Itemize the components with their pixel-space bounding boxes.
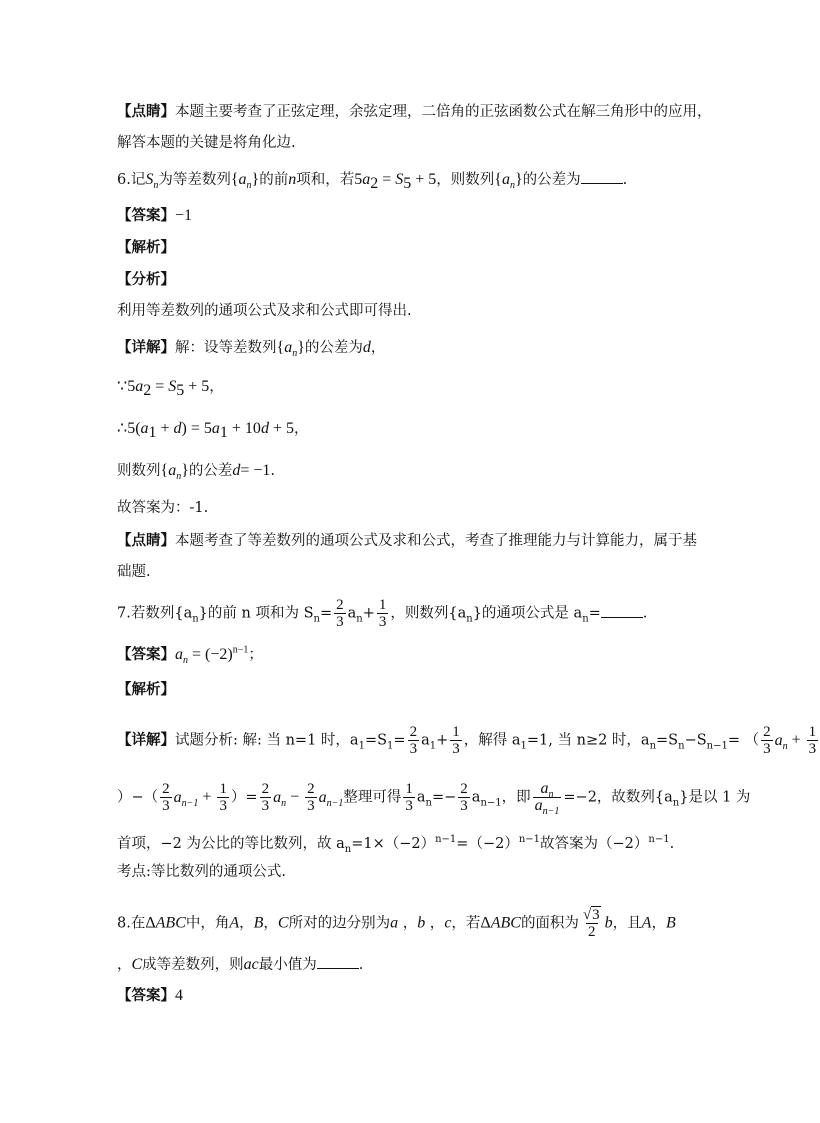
q6-detail: 【详解】解：设等差数列$\{a_n\}$的公差为d， [117,339,386,360]
p5-comment-line1: 【点睛】本题主要考查了正弦定理，余弦定理，二倍角的正弦函数公式在解三角形中的应用， [117,104,712,120]
q6-step3: 则数列$\{a_n\}$的公差d= −1. [117,462,276,483]
q6-comment-line2: 础题. [117,564,151,580]
answer-blank [601,605,643,618]
q6-step1: $\because 5a_2 = S_5 + 5$， [117,378,224,399]
answer-blank [581,171,623,184]
answer-blank [317,956,359,969]
comment-tag: 【点睛】 [117,104,175,120]
q7-kaodian: 考点:等比数列的通项公式. [117,864,286,880]
q6-fenxi-tag: 【分析】 [117,272,175,288]
q6-fenxi: 利用等差数列的通项公式及求和公式即可得出. [117,303,412,319]
q7-answer: 【答案】$a_n = (-2)^{n-1}$； [117,644,263,667]
p5-comment-line2: 解答本题的关键是将角化边. [117,135,296,151]
q7-stem: 7.若数列$\{a_n\}$的前 n 项和为 $S_n=$ $\frac{2}{3}$ $a_n+$ $\frac{1}{3}$ ，则数列$\{a_n\}$的通项公式是 $a_n=$ . [117,597,648,630]
q7-detail-line1: 【详解】试题分析: 解: 当 n=1 时，$a_1=S_1=$ $\frac{2}{3}$ $a_1+$ $\frac{1}{3}$ ，解得 $a_1=1$, 当 n≥2 时，$a_n=S_n-S_{n-1}=$ （ $\frac{2}{3}$ $a_n$ + $\frac{1}{3}$ [117,724,817,757]
q7-detail-line3: 首项，−2 为公比的等比数列，故 $a_n=1\times(-2)^{n-1}=(-2)^{n-1}$故答案为$(-2)^{n-1}$. [117,834,675,855]
q8-stem-line2: ，C成等差数列，则ac最小值为 . [117,956,364,973]
q6-answer: 【答案】−1 [117,207,193,224]
q8-answer: 【答案】4 [117,987,183,1004]
q6-step2: $\therefore 5(a_1 + d) = 5a_1 + 10d + 5$， [117,420,309,441]
q7-detail-line2: ）−（ $\frac{2}{3}$ $a_{n-1}$ + $\frac{1}{3}$ ）= $\frac{2}{3}$ $a_n$ − $\frac{2}{3}$ $a_{n-1}$整理可得 $\frac{1}{3}$ $a_n=-$ $\frac{2}{3}$ $a_{n-1}$，即 $\frac{a_n}{a_{n-1}}$ =−2，故数列$\{a_n\}$是以 1 为 [117,780,751,818]
q6-analysis-tag: 【解析】 [117,240,175,256]
q8-stem-line1: 8.在ΔABC中，角A，B，C所对的边分别为a ，b ，c，若ΔABC的面积为 $\frac{√3}{2}$ b，且A，B [117,907,676,940]
q6-stem: 6.记$S_n$为等差数列$\{a_n\}$的前n项和，若$5a_2 = S_5 + 5$，则数列$\{a_n\}$的公差为 . [117,171,628,192]
q6-comment-line1: 【点睛】本题考查了等差数列的通项公式及求和公式，考查了推理能力与计算能力，属于基 [117,533,697,549]
q6-final: 故答案为：-1. [117,500,209,516]
q7-analysis-tag: 【解析】 [117,682,175,698]
